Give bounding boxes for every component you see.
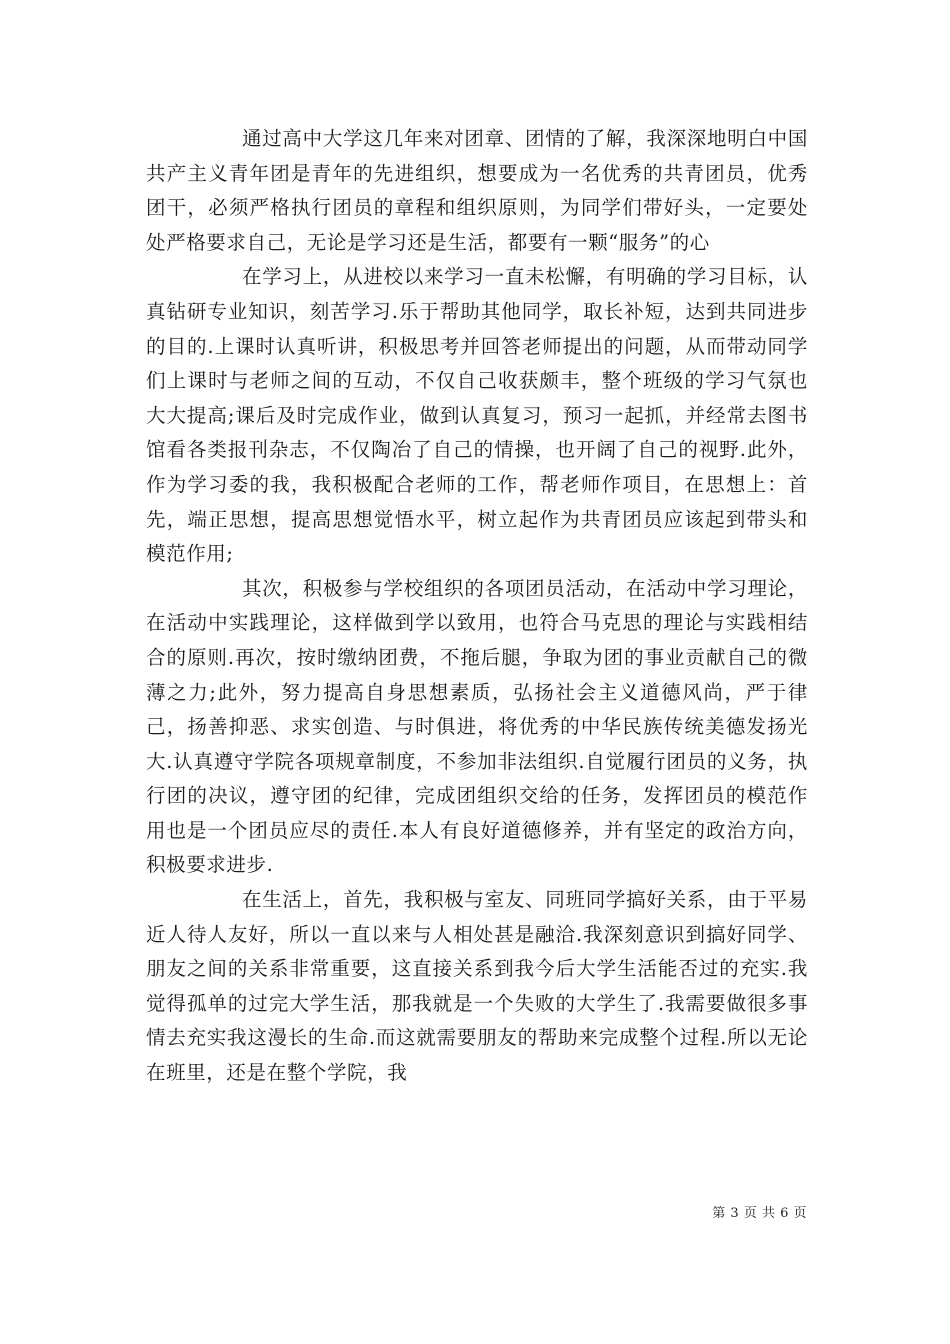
paragraph-1: 通过高中大学这几年来对团章、团情的了解，我深深地明白中国共产主义青年团是青年的先进组织，想要成为一名优秀的共青团员，优秀团干，必须严格执行团员的章程和组织原则，为同学们带好头，一定要处处严格要求自己，无论是学习还是生活，都要有一颗“服务”的心 [146,127,808,254]
paragraph-4: 在生活上，首先，我积极与室友、同班同学搞好关系，由于平易近人待人友好，所以一直以来与人相处甚是融洽.我深刻意识到搞好同学、朋友之间的关系非常重要，这直接关系到我今后大学生活能否过的充实.我觉得孤单的过完大学生活，那我就是一个失败的大学生了.我需要做很多事情去充实我这漫长的生命.而这就需要朋友的帮助来完成整个过程.所以无论在班里，还是在整个学院，我 [146,888,808,1085]
page-number-footer: 第 3 页 共 6 页 [712,1206,807,1221]
paragraph-3: 其次，积极参与学校组织的各项团员活动，在活动中学习理论，在活动中实践理论，这样做到学以致用，也符合马克思的理论与实践相结合的原则.再次，按时缴纳团费，不拖后腿，争取为团的事业贡献自己的微薄之力;此外，努力提高自身思想素质，弘扬社会主义道德风尚，严于律己，扬善抑恶、求实创造、与时俱进，将优秀的中华民族传统美德发扬光大.认真遵守学院各项规章制度，不参加非法组织.自觉履行团员的义务，执行团的决议，遵守团的纪律，完成团组织交给的任务，发挥团员的模范作用也是一个团员应尽的责任.本人有良好道德修养，并有坚定的政治方向，积极要求进步. [146,576,808,877]
document-body [146,122,808,1091]
paragraph-2: 在学习上，从进校以来学习一直未松懈，有明确的学习目标，认真钻研专业知识，刻苦学习.乐于帮助其他同学，取长补短，达到共同进步的目的.上课时认真听讲，积极思考并回答老师提出的问题，从而带动同学们上课时与老师之间的互动，不仅自己收获颇丰，整个班级的学习气氛也大大提高;课后及时完成作业，做到认真复习，预习一起抓，并经常去图书馆看各类报刊杂志，不仅陶冶了自己的情操，也开阔了自己的视野.此外，作为学习委的我，我积极配合老师的工作，帮老师作项目，在思想上：首先，端正思想，提高思想觉悟水平，树立起作为共青团员应该起到带头和模范作用; [146,265,808,566]
